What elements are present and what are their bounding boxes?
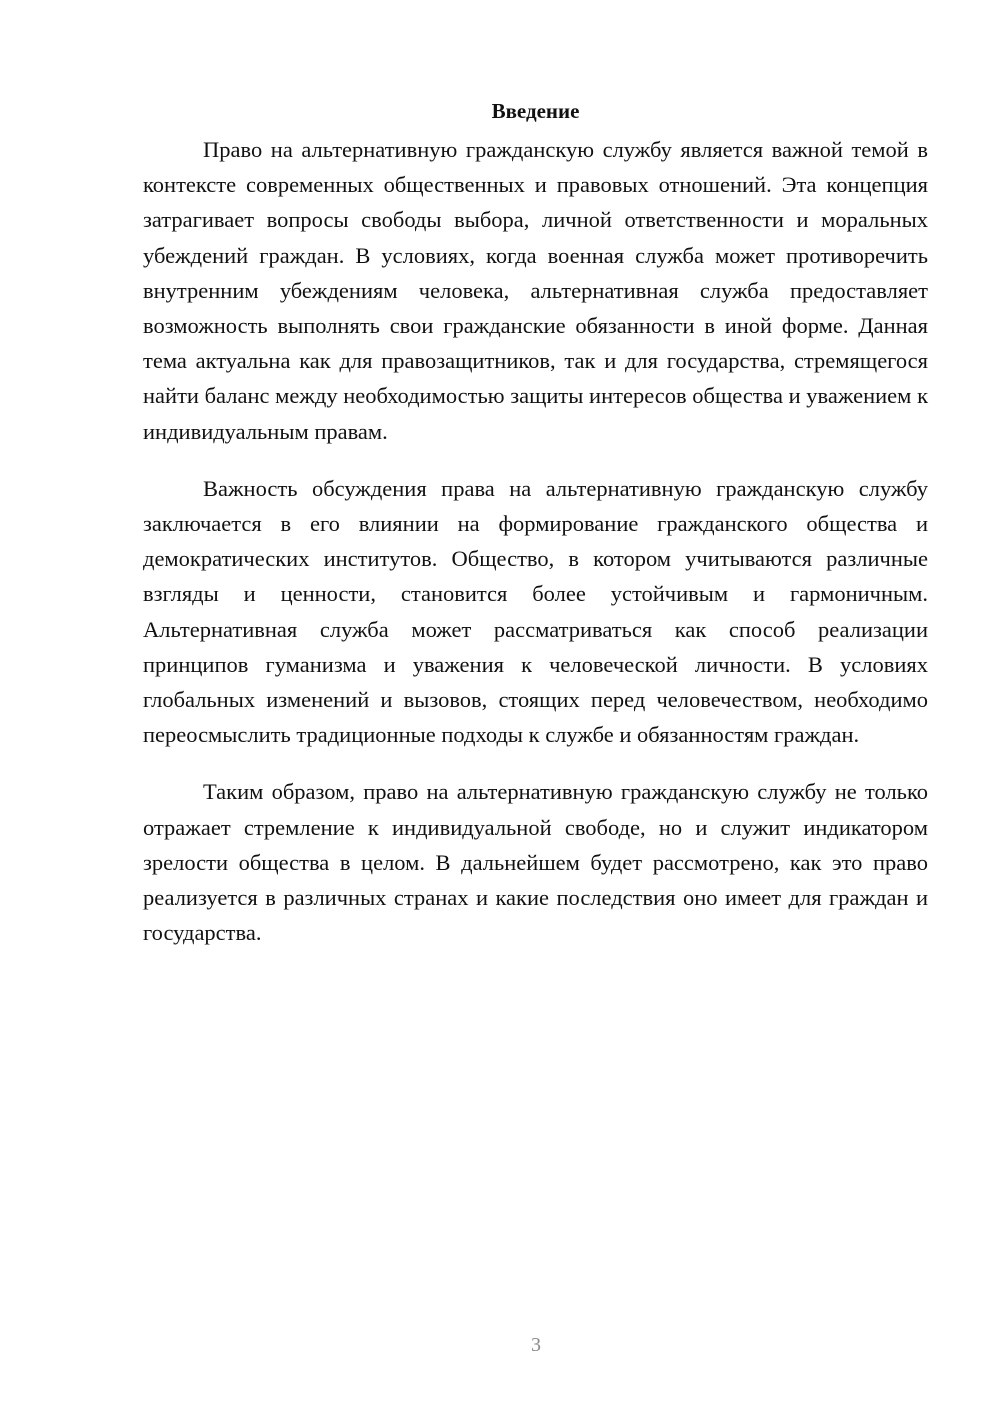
page-number: 3 [531, 1334, 541, 1356]
paragraph-3: Таким образом, право на альтернативную гражданскую службу не только отражает стремление к индивидуальной свободе, но и служит индикатором зрелости общества в целом. В дальнейшем будет рассмотрено, как это право реализуется в различных странах и какие последствия оно имеет для граждан и государства. [143, 779, 928, 946]
paragraph-2: Важность обсуждения права на альтернативную гражданскую службу заключается в его влиянии на формирование гражданского общества и демократических институтов. Общество, в котором учитываются различные взгляды и ценности, становится более устойчивым и гармоничным. Альтернативная служба может рассматриваться как способ реализации принципов гуманизма и уважения к человеческой личности. В условиях глобальных изменений и вызовов, стоящих перед человечеством, необходимо переосмыслить традиционные подходы к службе и обязанностям граждан. [143, 475, 928, 748]
paragraph-1: Право на альтернативную гражданскую службу является важной темой в контексте современных общественных и правовых отношений. Эта концепция затрагивает вопросы свободы выбора, личной ответственности и моральных убеждений граждан. В условиях, когда военная служба может противоречить внутренним убеждениям человека, альтернативная служба предоставляет возможность выполнять свои гражданские обязанности в иной форме. Данная тема актуальна как для правозащитников, так и для государства, стремящегося найти баланс между необходимостью защиты интересов общества и уважением к индивидуальным правам. [143, 137, 928, 444]
page-content [143, 96, 928, 972]
section-title: Введение [491, 99, 580, 123]
